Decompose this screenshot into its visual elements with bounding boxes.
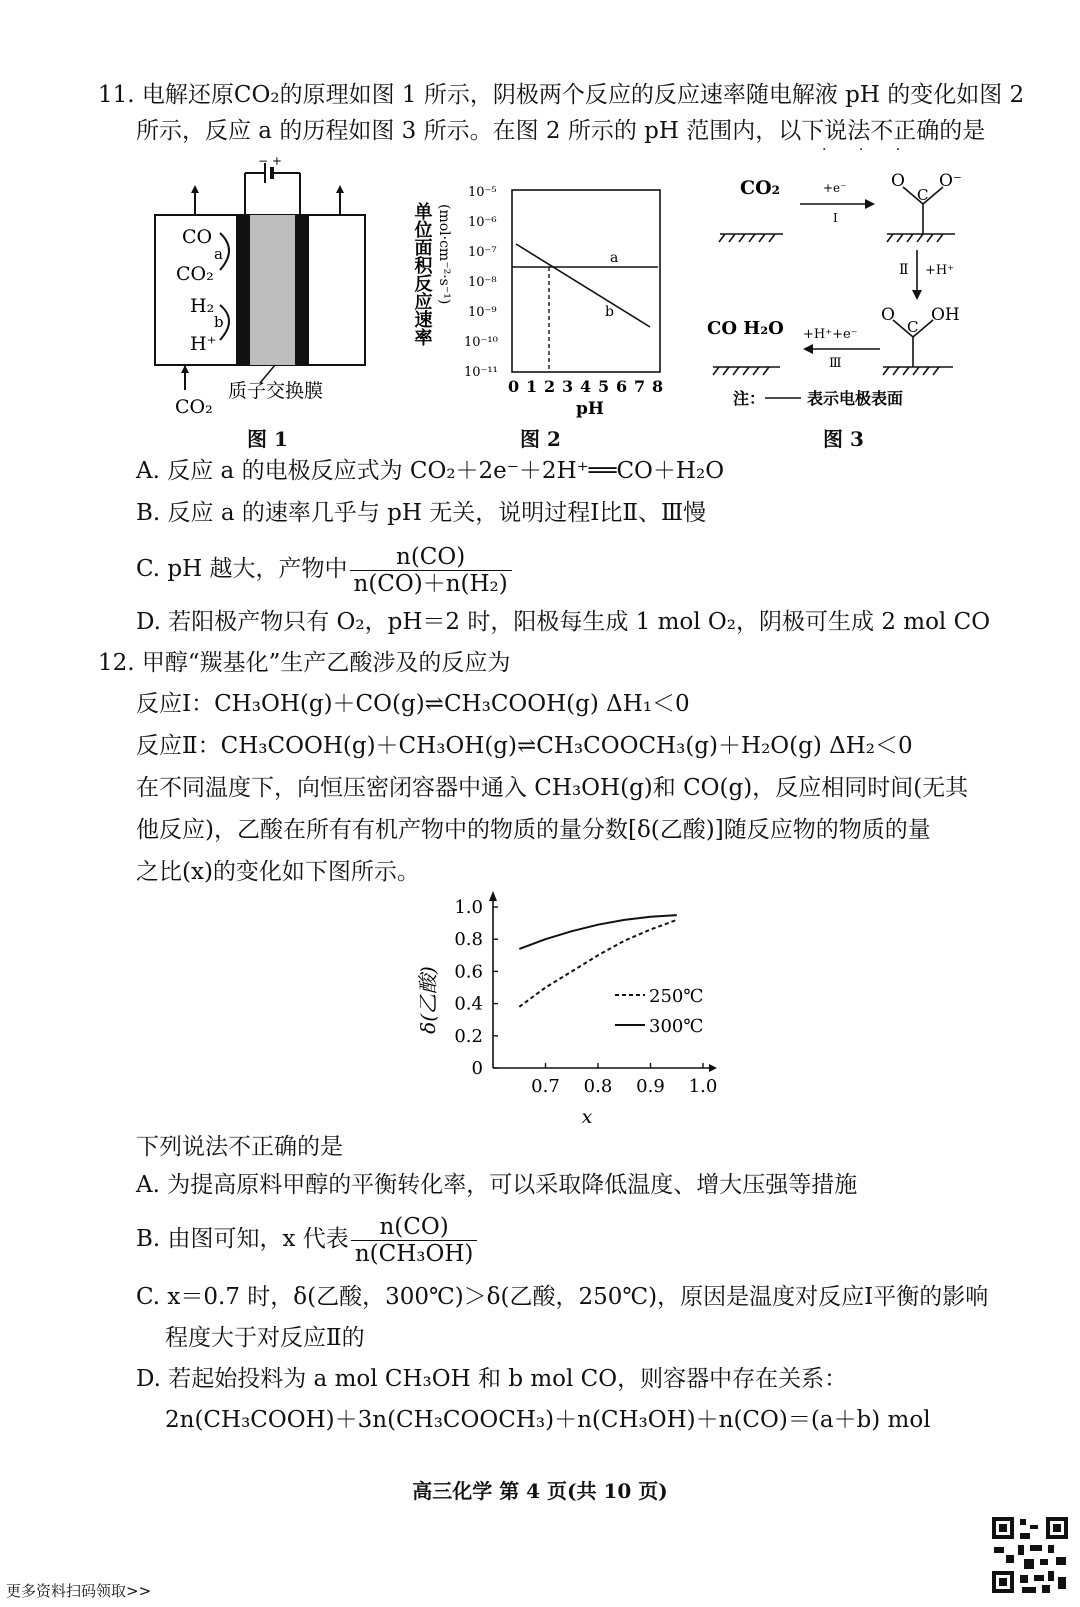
- q12-option-b-fraction: [351, 1214, 478, 1267]
- fig2-xtick: 2: [544, 377, 556, 396]
- fraction-denominator: n(CH₃OH): [354, 1240, 474, 1267]
- fig1-b-label: b: [214, 313, 224, 331]
- figure-1-caption: 图 1: [247, 427, 288, 451]
- figure-3-caption: 图 3: [823, 427, 864, 451]
- q12-option-d-line1: D. 若起始投料为 a mol CH₃OH 和 b mol CO，则容器中存在关系：: [136, 1366, 848, 1392]
- q12-reaction-2: 反应Ⅱ：CH₃COOH(g)＋CH₃OH(g)⇌CH₃COOCH₃(g)＋H₂O(g) ΔH₂＜0: [136, 733, 913, 759]
- fig3-note2: 表示电极表面: [807, 389, 904, 408]
- q12-ask: 下列说法不正确的是: [136, 1134, 343, 1160]
- chart-x-tick-label: 0.9: [636, 1076, 665, 1097]
- q11-option-c: [136, 540, 514, 598]
- fig3-c2: C: [907, 318, 919, 336]
- fig2-xtick: 3: [562, 377, 574, 396]
- chart-y-arrow: [489, 891, 497, 901]
- chart-y-tick-label: 0.8: [454, 929, 483, 951]
- fig2-ytick: 10⁻⁷: [468, 245, 497, 260]
- fig2-xtick: 7: [634, 377, 646, 396]
- q12-reaction-1: 反应Ⅰ：CH₃OH(g)＋CO(g)⇌CH₃COOH(g) ΔH₁＜0: [136, 691, 690, 717]
- fig3-step2: +H⁺: [925, 263, 955, 278]
- q11-stem-line2: 所示，反应 a 的历程如图 3 所示。在图 2 所示的 pH 范围内，以下说法不正确的是: [136, 118, 986, 144]
- q12-paragraph-1: 在不同温度下，向恒压密闭容器中通入 CH₃OH(g)和 CO(g)，反应相同时间(无其: [136, 775, 969, 801]
- q12-stem-line1: 12. 甲醇“羰基化”生产乙酸涉及的反应为: [98, 650, 511, 676]
- fig2-xtick: 4: [580, 377, 592, 396]
- fig2-xtick: 1: [526, 377, 538, 396]
- chart-x-arrow: [709, 1064, 717, 1072]
- fig1-h2-label: H₂: [190, 295, 215, 317]
- fig2-xlabel: pH: [576, 399, 604, 419]
- fig3-c1: C: [917, 186, 929, 204]
- chart-series-line: [519, 915, 677, 949]
- fig3-products: CO H₂O: [707, 318, 784, 339]
- fig3-co2: CO₂: [740, 177, 780, 199]
- chart-y-tick-label: 0.4: [454, 993, 483, 1015]
- fig2-series-b-line: [516, 244, 650, 327]
- fig2-ytick: 10⁻¹⁰: [464, 335, 498, 350]
- q12-option-d-line2: 2n(CH₃COOH)＋3n(CH₃COOCH₃)＋n(CH₃OH)＋n(CO)＝(a＋b) mol: [165, 1407, 931, 1433]
- fig2-xtick: 0: [508, 377, 520, 396]
- emphasis-dots: · · ·: [822, 142, 915, 158]
- more-materials-link[interactable]: 更多资料扫码领取>>: [6, 1582, 152, 1600]
- q11-option-a: A. 反应 a 的电极反应式为 CO₂＋2e⁻＋2H⁺══CO＋H₂O: [136, 458, 725, 484]
- fig2-ytick: 10⁻⁸: [468, 275, 497, 290]
- fig1-co2-label: CO₂: [176, 263, 214, 285]
- fraction-numerator: n(CO): [350, 544, 512, 571]
- fig3-step1: +e⁻: [823, 181, 847, 195]
- membrane-label: 质子交换膜: [228, 380, 324, 402]
- q12-option-b: [136, 1210, 479, 1268]
- q12-paragraph-3: 之比(x)的变化如下图所示。: [136, 859, 420, 885]
- q12-option-c-line2: 程度大于对反应Ⅱ的: [165, 1325, 365, 1351]
- battery-label: − +: [258, 155, 282, 168]
- q12-option-c-line1: C. x＝0.7 时，δ(乙酸，300℃)＞δ(乙酸，250℃)，原因是温度对反应Ⅰ平衡的影响: [136, 1284, 989, 1310]
- fig2-ylabel: 单位面积反应速率: [411, 202, 433, 346]
- page-footer: 高三化学 第 4 页(共 10 页): [412, 1479, 668, 1503]
- fig3-o1: O: [891, 171, 905, 191]
- q11-option-c-fraction: [350, 544, 512, 597]
- fig3-step3: +H⁺+e⁻: [803, 327, 858, 342]
- q12-paragraph-2: 他反应)，乙酸在所有有机产物中的物质的量分数[δ(乙酸)]随反应物的物质的量: [136, 817, 931, 843]
- chart-x-tick-label: 0.8: [583, 1076, 613, 1097]
- chart-legend-label: 300℃: [649, 1016, 704, 1037]
- fig3-roman3: Ⅲ: [829, 356, 842, 371]
- q11-option-c-text: C. pH 越大，产物中: [136, 556, 348, 582]
- fig2-ytick: 10⁻⁵: [468, 185, 497, 200]
- chart-ylabel: δ(乙酸): [416, 966, 440, 1034]
- fig1-co-label: CO: [182, 226, 213, 248]
- q11-option-d: D. 若阳极产物只有 O₂，pH＝2 时，阳极每生成 1 mol O₂，阴极可生成 2 mol CO: [136, 609, 991, 635]
- fig1-hplus-label: H⁺: [190, 333, 217, 355]
- fig2-ytick: 10⁻⁹: [468, 305, 497, 320]
- fraction-denominator: n(CO)＋n(H₂): [353, 570, 508, 597]
- figure-1-electrolysis-cell: [140, 155, 390, 415]
- fig3-oh: OH: [931, 305, 960, 325]
- fig2-yunit: (mol·cm⁻²·s⁻¹): [436, 204, 452, 305]
- figure-3-mechanism: [705, 162, 980, 422]
- q11-stem-line1: 11. 电解还原CO₂的原理如图 1 所示，阴极两个反应的反应速率随电解液 pH 的变化如图 2: [98, 82, 1025, 108]
- fig1-co2-inlet-label: CO₂: [175, 396, 213, 415]
- q12-option-b-text: B. 由图可知，x 代表: [136, 1226, 349, 1252]
- fig1-a-label: a: [214, 245, 223, 263]
- q12-option-a: A. 为提高原料甲醇的平衡转化率，可以采取降低温度、增大压强等措施: [136, 1172, 858, 1198]
- fig2-xtick: 8: [652, 377, 664, 396]
- figure-2-rate-vs-ph: [410, 182, 685, 420]
- chart-legend-label: 250℃: [649, 986, 704, 1007]
- fraction-numerator: n(CO): [351, 1214, 478, 1241]
- q12-chart: [405, 885, 725, 1135]
- fig2-xtick: 5: [598, 377, 610, 396]
- fig3-note: 注：: [733, 389, 766, 408]
- q11-option-b: B. 反应 a 的速率几乎与 pH 无关，说明过程Ⅰ比Ⅱ、Ⅲ慢: [136, 500, 707, 526]
- fig3-roman2: Ⅱ: [899, 262, 909, 278]
- fig2-xtick: 6: [616, 377, 628, 396]
- qr-code-icon: [990, 1515, 1070, 1595]
- chart-y-tick-label: 1.0: [454, 897, 483, 918]
- fig3-ominus: O⁻: [939, 171, 962, 191]
- fig2-ytick: 10⁻¹¹: [464, 365, 498, 380]
- chart-x-tick-label: 0.7: [531, 1076, 560, 1097]
- fig2-series-a-label: a: [610, 250, 619, 266]
- fig2-series-b-label: b: [605, 304, 614, 320]
- chart-y-tick-label: 0: [471, 1058, 483, 1079]
- chart-y-tick-label: 0.6: [454, 961, 483, 983]
- chart-xlabel: x: [581, 1106, 593, 1128]
- chart-y-tick-label: 0.2: [454, 1025, 483, 1047]
- fig3-roman1: Ⅰ: [833, 211, 838, 225]
- figure-2-caption: 图 2: [520, 427, 561, 451]
- chart-x-tick-label: 1.0: [688, 1076, 718, 1097]
- fig2-ytick: 10⁻⁶: [468, 215, 497, 230]
- fig3-o2: O: [881, 305, 895, 325]
